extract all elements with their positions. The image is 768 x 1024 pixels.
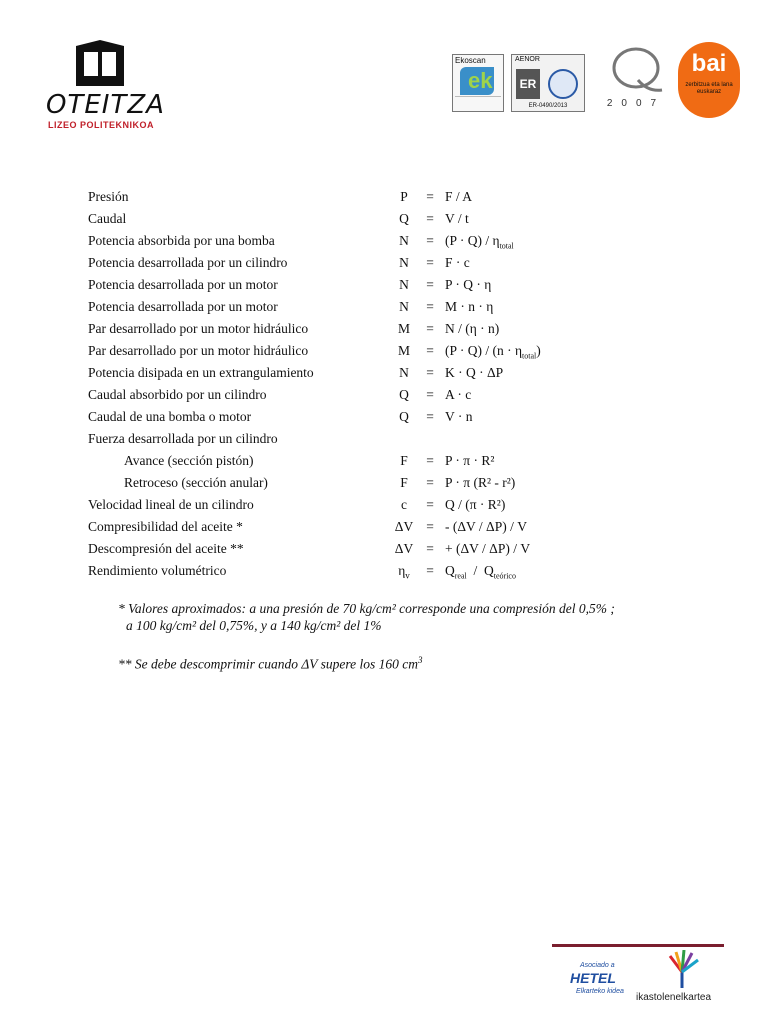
- formula-label: Caudal: [88, 211, 127, 226]
- formula-symbol: [388, 450, 420, 472]
- formula-symbol: [388, 274, 420, 296]
- formula-symbol-text: P: [400, 189, 408, 204]
- formula-label: Potencia disipada en un extrangulamiento: [88, 365, 314, 380]
- formula-symbol-text: N: [399, 365, 409, 380]
- formula-expression: [445, 296, 493, 318]
- formula-symbol-text: Q: [399, 387, 409, 402]
- formula-symbol-text: F: [400, 475, 408, 490]
- formula-symbol: [388, 340, 420, 362]
- formula-expression-text: (P · Q) / (n · η: [445, 343, 523, 358]
- formula-row: [88, 186, 648, 208]
- formula-row: [88, 230, 648, 252]
- formula-expression-text: P · Q · η: [445, 277, 492, 292]
- formula-label: Velocidad lineal de un cilindro: [88, 497, 254, 512]
- formula-symbol-text: η: [398, 563, 406, 578]
- formula-expression: [445, 208, 469, 230]
- footnote-decompression-sup: 3: [418, 655, 423, 665]
- ekoscan-title: Ekoscan: [455, 56, 486, 65]
- footer-rule: [552, 944, 724, 947]
- formula-expression: [445, 560, 516, 588]
- ekoscan-mark-icon: ek: [460, 67, 494, 95]
- formula-row: [88, 428, 648, 450]
- formula-row: [88, 340, 648, 362]
- oteitza-building-icon: [74, 40, 126, 90]
- formula-row: [88, 384, 648, 406]
- formula-label: Rendimiento volumétrico: [88, 563, 227, 578]
- formula-symbol: [388, 406, 420, 428]
- equals-sign: =: [426, 497, 434, 512]
- formula-label: Compresibilidad del aceite *: [88, 519, 243, 534]
- formula-symbol: [388, 318, 420, 340]
- iqnet-icon: [548, 69, 578, 99]
- formula-label: Potencia desarrollada por un motor: [88, 277, 278, 292]
- formula-label: Par desarrollado por un motor hidráulico: [88, 343, 309, 358]
- formula-symbol: [388, 208, 420, 230]
- formula-symbol: [388, 560, 420, 587]
- formula-expression: [445, 494, 505, 516]
- formula-row: [88, 318, 648, 340]
- formula-symbol-text: N: [399, 233, 409, 248]
- q-year: 2007: [606, 98, 666, 109]
- formula-symbol-text: F: [400, 453, 408, 468]
- formula-symbol: [388, 472, 420, 494]
- aenor-er-mark: ER: [516, 69, 540, 99]
- formula-symbol-text: M: [397, 343, 410, 358]
- oteitza-subtitle: LIZEO POLITEKNIKOA: [48, 120, 155, 130]
- formula-symbol: [388, 494, 420, 516]
- formula-row: [88, 494, 648, 516]
- formula-expression-text: K · Q · ΔP: [445, 365, 504, 380]
- formula-expression: [445, 406, 473, 428]
- ekoscan-logo: [452, 54, 504, 112]
- equals-sign: =: [426, 519, 434, 534]
- formula-symbol-text: ΔV: [394, 519, 414, 534]
- bai-euskarari-logo: [678, 42, 740, 118]
- formula-symbol: [388, 252, 420, 274]
- equals-sign: =: [426, 409, 434, 424]
- formula-symbol: [388, 384, 420, 406]
- equals-sign: =: [426, 387, 434, 402]
- formula-expression-subscript: total: [499, 241, 514, 251]
- formula-label: Presión: [88, 189, 129, 204]
- formula-symbol-text: N: [399, 255, 409, 270]
- formula-row: [88, 274, 648, 296]
- formula-symbol: [388, 362, 420, 384]
- aenor-code: ER-0490/2013: [528, 103, 568, 109]
- oteitza-wordmark: OTEITZA: [46, 90, 165, 120]
- formula-row: [88, 560, 648, 582]
- formula-expression-subscript: teórico: [493, 571, 516, 581]
- formula-expression: [445, 516, 527, 538]
- formula-expression-text: + (ΔV / ΔP) / V: [445, 541, 531, 556]
- formula-symbol-text: c: [401, 497, 407, 512]
- formula-row: [88, 516, 648, 538]
- ikastolen-figure-icon: [662, 950, 702, 990]
- formula-expression-text: P · π · R²: [445, 453, 495, 468]
- formula-expression-text: F / A: [445, 189, 473, 204]
- equals-sign: =: [426, 475, 434, 490]
- formula-expression-text: F · c: [445, 255, 470, 270]
- equals-sign: =: [426, 343, 434, 358]
- formula-symbol: [388, 538, 420, 560]
- formula-expression-subscript: real: [454, 571, 467, 581]
- formula-expression-text: - (ΔV / ΔP) / V: [445, 519, 527, 534]
- formula-expression: [445, 472, 515, 494]
- formula-expression-subscript: total: [522, 351, 537, 361]
- formula-expression: [445, 362, 503, 384]
- equals-sign: =: [426, 541, 434, 556]
- formula-expression-text: V · n: [445, 409, 473, 424]
- formula-row: [88, 296, 648, 318]
- bai-word: bai: [691, 50, 727, 77]
- formula-symbol: [388, 516, 420, 538]
- formula-expression-text: (P · Q) / η: [445, 233, 500, 248]
- formula-symbol-text: M: [397, 321, 410, 336]
- formula-label: Avance (sección pistón): [124, 453, 254, 468]
- formula-symbol-text: Q: [399, 409, 409, 424]
- bai-tagline: zerbitzua eta lana euskaraz: [685, 82, 733, 95]
- formula-symbol-text: N: [399, 299, 409, 314]
- q-letter-icon: [608, 46, 664, 94]
- formula-expression: [445, 186, 472, 208]
- formula-row: [88, 208, 648, 230]
- formula-expression: [445, 252, 470, 274]
- equals-sign: =: [426, 255, 434, 270]
- hetel-name: HETEL: [570, 970, 616, 986]
- formula-symbol-text: N: [399, 277, 409, 292]
- formula-expression-tail: ): [536, 343, 541, 358]
- formula-symbol-text: ΔV: [394, 541, 414, 556]
- formula-label: Fuerza desarrollada por un cilindro: [88, 431, 278, 446]
- equals-sign: =: [426, 365, 434, 380]
- ikastolen-name: ikastolenelkartea: [636, 992, 712, 1003]
- formula-row: [88, 362, 648, 384]
- equals-sign: =: [426, 277, 434, 292]
- equals-sign: =: [426, 563, 434, 578]
- footnote-decompression-text: ** Se debe descomprimir cuando ΔV supere los 160 cm: [118, 656, 418, 672]
- formula-expression-text: Q / (π · R²): [445, 497, 506, 512]
- equals-sign: =: [426, 321, 434, 336]
- formula-label: Par desarrollado por un motor hidráulico: [88, 321, 309, 336]
- formula-symbol: [388, 186, 420, 208]
- formula-expression-text: P · π (R² - r²): [445, 475, 516, 490]
- footnote-decompression: [118, 652, 718, 673]
- formula-symbol: [388, 230, 420, 252]
- formula-label: Potencia absorbida por una bomba: [88, 233, 275, 248]
- equals-sign: =: [426, 233, 434, 248]
- footnote-line-2: a 100 kg/cm² del 0,75%, y a 140 kg/cm² del 1%: [126, 618, 382, 633]
- formula-symbol-subscript: v: [405, 570, 410, 581]
- formula-expression-text: Q: [445, 563, 455, 578]
- formula-expression: [445, 274, 491, 296]
- formula-symbol: [388, 296, 420, 318]
- formula-table: [88, 186, 648, 582]
- hetel-sub-text: Elkarteko kidea: [576, 988, 624, 995]
- equals-sign: =: [426, 453, 434, 468]
- hetel-top-text: Asociado a: [580, 962, 615, 969]
- formula-expression: [445, 318, 499, 340]
- formula-expression-text: M · n · η: [445, 299, 494, 314]
- equals-sign: =: [426, 211, 434, 226]
- formula-expression-text: V / t: [445, 211, 469, 226]
- formula-row: [88, 538, 648, 560]
- oteitza-logo: [40, 36, 180, 132]
- formula-expression: [445, 384, 471, 406]
- formula-expression-text: A · c: [445, 387, 472, 402]
- formula-row: [88, 450, 648, 472]
- formula-expression-text: N / (η · n): [445, 321, 500, 336]
- formula-label: Retroceso (sección anular): [124, 475, 268, 490]
- footnote-compressibility: [118, 600, 718, 634]
- footnote-line-1: * Valores aproximados: a una presión de 70 kg/cm² corresponde una compresión del 0,5% ;: [118, 601, 615, 616]
- formula-row: [88, 252, 648, 274]
- formula-expression: [445, 538, 530, 560]
- aenor-logo: [511, 54, 585, 112]
- formula-row: [88, 472, 648, 494]
- aenor-brand: AENOR: [515, 56, 540, 63]
- ekoscan-small-print: [455, 96, 501, 109]
- formula-label: Potencia desarrollada por un motor: [88, 299, 278, 314]
- formula-label: Caudal absorbido por un cilindro: [88, 387, 267, 402]
- q-quality-logo: [598, 46, 674, 112]
- formula-expression-tail: / Q: [466, 563, 494, 578]
- ikastolen-elkartea-logo: [636, 950, 724, 1006]
- formula-row: [88, 406, 648, 428]
- formula-expression: [445, 450, 494, 472]
- equals-sign: =: [426, 299, 434, 314]
- formula-label: Potencia desarrollada por un cilindro: [88, 255, 288, 270]
- formula-label: Caudal de una bomba o motor: [88, 409, 252, 424]
- equals-sign: =: [426, 189, 434, 204]
- formula-symbol-text: Q: [399, 211, 409, 226]
- hetel-logo: [560, 962, 632, 1002]
- formula-label: Descompresión del aceite **: [88, 541, 244, 556]
